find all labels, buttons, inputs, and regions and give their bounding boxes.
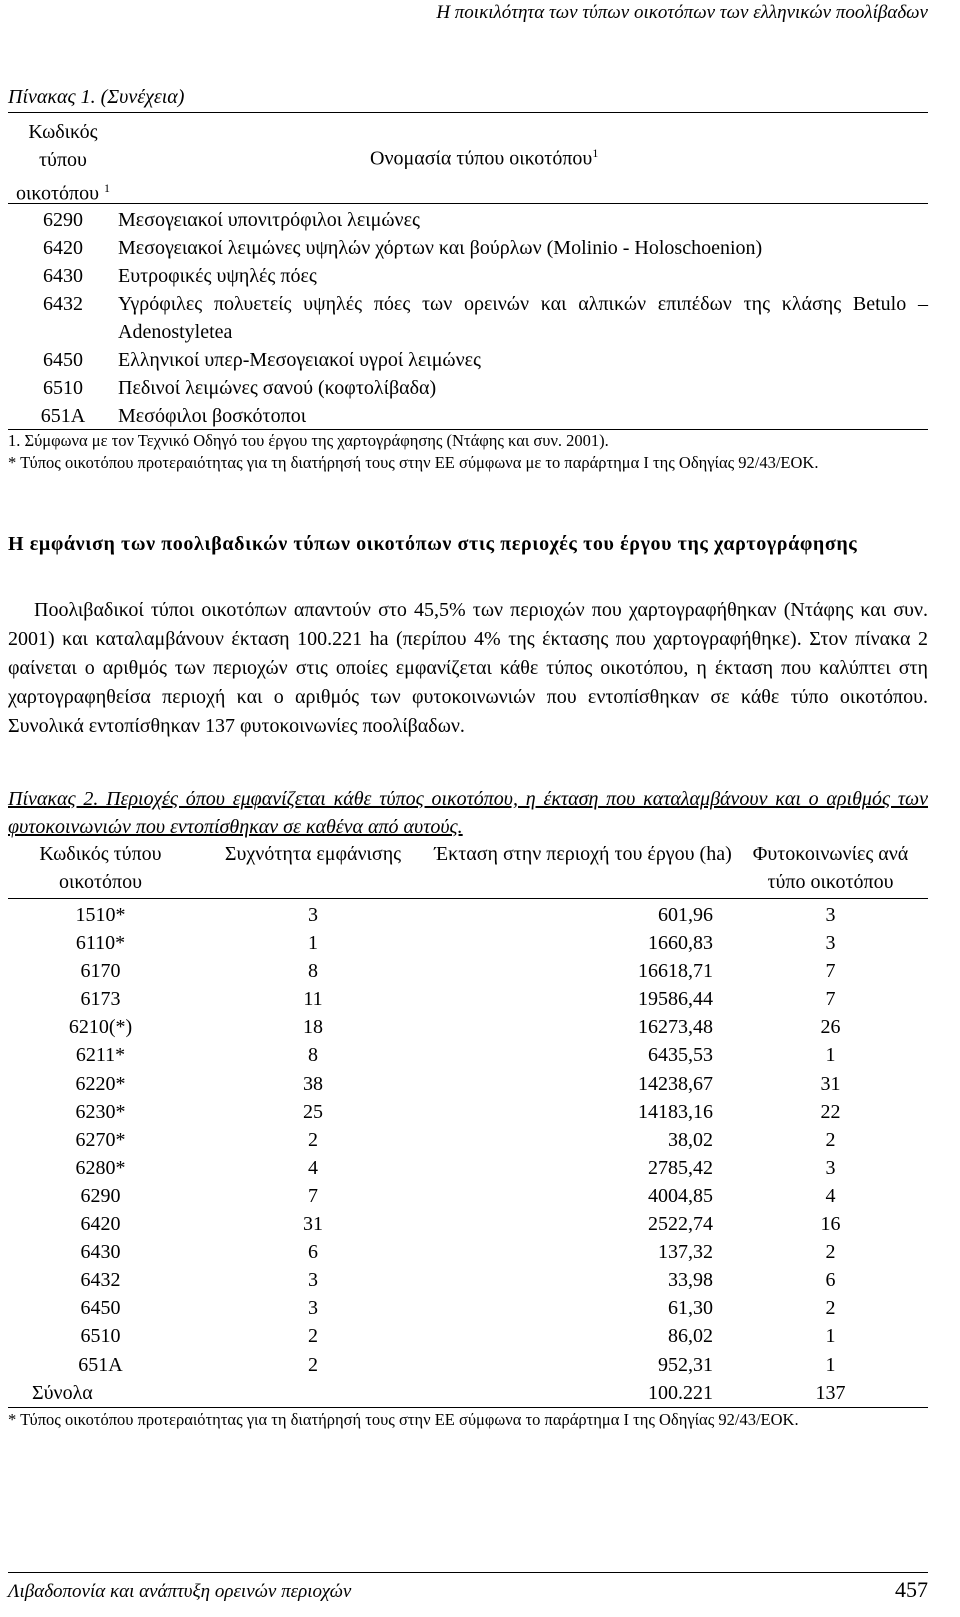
cell-communities: 6 [825,1269,836,1292]
totals-area: 100.221 [648,1381,713,1404]
table1-note-1: 1. Σύμφωνα με τον Τεχνικό Οδηγό του έργου της χαρτογράφησης (Ντάφης και συν. 2001). [8,431,609,450]
cell-area: 33,98 [668,1269,713,1292]
table-row [8,1013,928,1041]
cell-communities: 26 [820,1016,841,1039]
cell-communities: 22 [820,1100,841,1123]
table-row [8,1154,928,1182]
cell-code: 6220* [75,1072,126,1095]
table-row [8,929,928,957]
cell-code: 6270* [75,1128,126,1151]
page-footer [8,1577,928,1603]
cell-area: 137,32 [658,1241,713,1264]
table-row [8,1210,928,1238]
footer-title: Λιβαδοπονία και ανάπτυξη ορεινών περιοχών [8,1581,352,1602]
table-row [8,206,928,234]
column-header-code: Κωδικός τύπου οικοτόπου [39,843,162,893]
table-row [8,1351,928,1379]
habitat-code: 6420 [43,237,83,259]
table-row [8,1098,928,1126]
habitat-name: Μεσόφιλοι βοσκότοποι [118,405,307,427]
table2-header [8,840,928,899]
cell-communities: 1 [825,1353,836,1376]
habitat-name: Υγρόφιλες πολυετείς υψηλές πόες των ορεινών και αλπικών επιπέδων της κλάσης Betulo – Adenostyletea [118,293,928,343]
cell-frequency: 8 [308,960,318,983]
header-code-line3-text: οικοτόπου [15,182,100,205]
cell-area: 38,02 [668,1128,713,1151]
cell-code: 6290 [80,1184,121,1207]
cell-area: 16273,48 [638,1016,713,1039]
habitat-code: 6430 [43,265,83,287]
cell-area: 19586,44 [638,988,713,1011]
table-row [8,957,928,985]
cell-code: 6432 [80,1269,121,1292]
column-header-area: Έκταση στην περιοχή του έργου (ha) [434,843,732,865]
habitat-code: 651Α [40,405,86,427]
cell-communities: 2 [825,1128,836,1151]
table1-header-name [370,146,598,171]
table1-note-2: * Τύπος οικοτόπου προτεραιότητας για τη διατήρησή τους στην ΕΕ σύμφωνα με το παράρτημα Ι της Οδηγίας 92/43/ΕΟΚ. [8,453,819,472]
cell-communities: 16 [820,1213,841,1236]
cell-communities: 2 [825,1297,836,1320]
table2-body [8,899,928,1407]
cell-frequency: 18 [303,1016,323,1039]
cell-area: 86,02 [668,1325,713,1348]
table1-notes [8,430,928,474]
running-header: Η ποικιλότητα των τύπων οικοτόπων των ελληνικών ποολίβαδων [436,2,928,23]
cell-frequency: 38 [303,1072,323,1095]
cell-code: 6280* [75,1156,126,1179]
cell-frequency: 2 [308,1325,318,1348]
header-code-line1: Κωδικός [28,121,98,143]
cell-area: 4004,85 [648,1184,713,1207]
table-row [8,262,928,290]
cell-area: 14238,67 [638,1072,713,1095]
cell-frequency: 3 [308,904,318,926]
cell-frequency: 7 [308,1184,318,1207]
table-row [8,1182,928,1210]
cell-frequency: 4 [308,1156,318,1179]
cell-code: 6430 [80,1241,121,1264]
cell-area: 14183,16 [638,1100,713,1123]
cell-area: 2785,42 [648,1156,713,1179]
cell-code: 651Α [78,1353,123,1376]
table-row [8,1126,928,1154]
cell-code: 6173 [80,988,121,1011]
cell-frequency: 6 [308,1241,318,1264]
table1-header-code [8,118,118,208]
cell-area: 61,30 [668,1297,713,1320]
cell-communities: 3 [825,1156,836,1179]
table-row [8,1238,928,1266]
table2 [8,840,928,1431]
table2-caption-text: Πίνακας 2. Περιοχές όπου εμφανίζεται κάθε τύπος οικοτόπου, η έκταση που καταλαμβάνουν και ο αριθμός των φυτοκοινωνιών που εντοπίσθηκαν σε καθένα από αυτούς. [8,788,928,838]
cell-code: 6170 [80,960,121,983]
cell-communities: 2 [825,1241,836,1264]
section-heading: Η εμφάνιση των ποολιβαδικών τύπων οικοτόπων στις περιοχές του έργου της χαρτογράφησης [8,533,858,555]
table2-caption [8,785,928,841]
header-code-footnote-mark: 1 [104,181,111,195]
cell-code: 6420 [80,1213,121,1236]
table-row [8,402,928,430]
habitat-name: Ελληνικοί υπερ-Μεσογειακοί υγροί λειμώνες [118,349,481,371]
cell-code: 6450 [80,1297,121,1320]
cell-area: 16618,71 [638,960,713,983]
table1-body [8,206,928,430]
cell-frequency: 25 [303,1100,323,1123]
table-row [8,1041,928,1069]
habitat-code: 6450 [43,349,83,371]
habitat-name: Μεσογειακοί υπονιτρόφιλοι λειμώνες [118,209,420,231]
totals-label: Σύνολα [32,1381,93,1404]
cell-area: 1660,83 [648,932,713,955]
cell-area: 2522,74 [648,1213,713,1236]
table-row [8,1322,928,1350]
totals-row [8,1379,928,1407]
column-header-frequency: Συχνότητα εμφάνισης [224,843,402,865]
cell-area: 952,31 [658,1353,713,1376]
habitat-name: Μεσογειακοί λειμώνες υψηλών χόρτων και βούρλων (Molinio - Holoschoenion) [118,237,763,259]
header-code-line2: τύπου [39,149,87,171]
cell-frequency: 11 [303,988,323,1011]
table-row [8,985,928,1013]
table1-header-rule [8,203,928,204]
cell-communities: 4 [825,1184,836,1207]
column-header-communities: Φυτοκοινωνίες ανά τύπο οικοτόπου [752,843,909,893]
table-row [8,346,928,374]
habitat-name: Ευτροφικές υψηλές πόες [118,265,317,287]
cell-frequency: 8 [308,1044,318,1067]
cell-frequency: 2 [308,1353,318,1376]
cell-communities: 1 [825,1325,836,1348]
table-row [8,234,928,262]
cell-code: 6230* [75,1100,126,1123]
header-name-footnote-mark: 1 [592,146,599,160]
page-number: 457 [895,1577,928,1602]
cell-area: 601,96 [658,904,713,926]
table2-footnote: * Τύπος οικοτόπου προτεραιότητας για τη διατήρησή τους στην ΕΕ σύμφωνα το παράρτημα Ι της Οδηγίας 92/43/ΕΟΚ. [8,1407,928,1431]
totals-frequency [193,1379,433,1407]
table-row [8,1070,928,1098]
table1-top-rule [8,112,928,113]
body-paragraph: Ποολιβαδικοί τύποι οικοτόπων απαντούν στο 45,5% των περιοχών που χαρτογραφήθηκαν (Ντάφης και συν. 2001) και καταλαμβάνουν έκταση 100.221 ha (περίπου 4% της έκτασης που χαρτογραφήθηκε). Στον πίνακα 2 φαίνεται ο αριθμός των περιοχών στις οποίες εμφανίζεται κάθε τύπος οικοτόπου, η έκταση που καλύπτει στη χαρτογραφηθείσα περιοχή και ο αριθμός των φυτοκοινωνιών που εντοπίσθηκαν σε κάθε τύπο οικοτόπου. Συνολικά εντοπίσθηκαν 137 φυτοκοινωνίες ποολίβαδων. [8,599,928,737]
footer-rule [8,1572,928,1573]
cell-frequency: 3 [308,1297,318,1320]
cell-communities: 31 [820,1072,841,1095]
cell-frequency: 2 [308,1128,318,1151]
cell-frequency: 1 [308,932,318,955]
table-row [8,1294,928,1322]
cell-communities: 7 [825,988,836,1011]
habitat-code: 6432 [43,293,83,315]
habitat-code: 6510 [43,377,83,399]
habitat-code: 6290 [43,209,83,231]
cell-code: 6210(*) [68,1016,133,1039]
cell-communities: 1 [825,1044,836,1067]
table-row [8,901,928,929]
table1-caption: Πίνακας 1. (Συνέχεια) [8,86,185,108]
cell-code: 1510* [75,904,126,926]
cell-communities: 3 [825,932,836,955]
header-name-text: Ονομασία τύπου οικοτόπου [370,147,593,170]
cell-area: 6435,53 [648,1044,713,1067]
cell-frequency: 31 [303,1213,323,1236]
cell-communities: 7 [825,960,836,983]
table-row [8,374,928,402]
table-row [8,1266,928,1294]
cell-frequency: 3 [308,1269,318,1292]
totals-communities: 137 [815,1381,846,1404]
cell-communities: 3 [825,904,836,926]
cell-code: 6110* [75,932,126,955]
table-row [8,290,928,346]
cell-code: 6211* [75,1044,126,1067]
habitat-name: Πεδινοί λειμώνες σανού (κοφτολίβαδα) [118,377,437,399]
cell-code: 6510 [80,1325,121,1348]
